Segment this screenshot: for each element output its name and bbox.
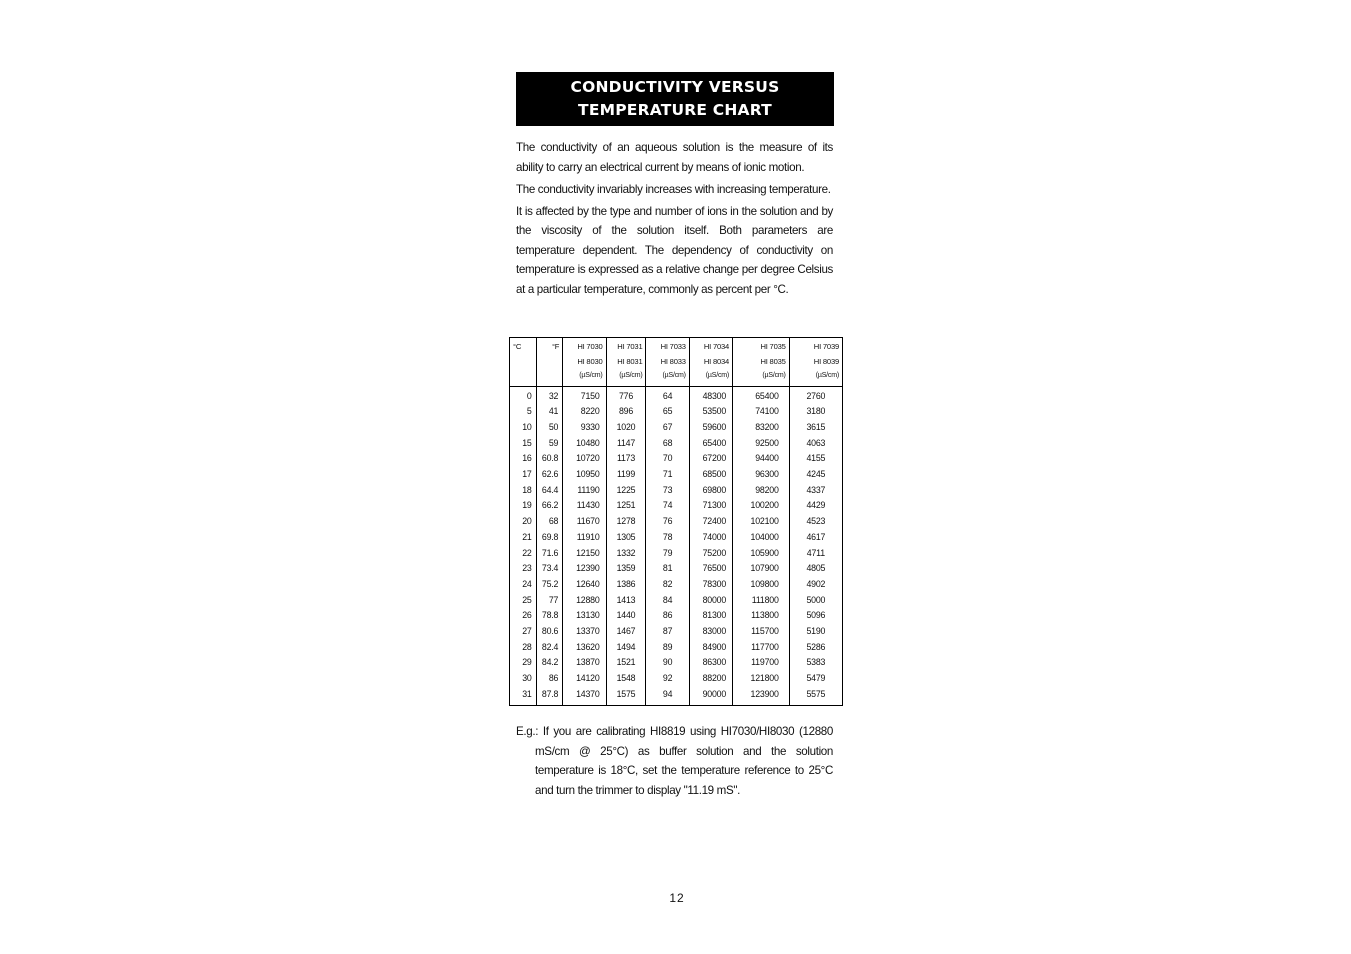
table-cell: 86: [536, 671, 563, 687]
table-cell: 65400: [733, 386, 790, 404]
table-row: [510, 593, 843, 609]
table-cell: 20: [522, 516, 532, 527]
table-cell: 69800: [689, 483, 732, 499]
table-cell: 32: [536, 386, 563, 404]
table-cell: 77: [536, 593, 563, 609]
table-cell: 81300: [689, 608, 732, 624]
column-header: [689, 338, 732, 387]
table-cell: 4617: [789, 530, 842, 546]
table-cell: 1494: [606, 640, 646, 656]
header-label: °C: [513, 342, 522, 351]
example-text: E.g.: If you are calibrating HI8819 using HI7030/HI8030 (12880 mS/cm @ 25°C) as buffer solution and the solution temperature is 18°C, set the temperature reference to 25°C and turn the trimmer to display "11.19 mS".: [516, 725, 833, 797]
table-cell: 79: [646, 546, 689, 562]
header-label: °F: [551, 342, 560, 351]
table-cell: 41: [536, 404, 563, 420]
table-row: [510, 640, 843, 656]
table-cell: 16: [522, 453, 532, 464]
table-cell: 94: [646, 687, 689, 705]
table-cell: 66.2: [536, 498, 563, 514]
table-cell: 5479: [789, 671, 842, 687]
table-cell: 83200: [733, 420, 790, 436]
table-cell: 78300: [689, 577, 732, 593]
table-cell: 71: [646, 467, 689, 483]
table-cell: 12390: [563, 561, 606, 577]
intro-text: [516, 138, 833, 302]
table-cell: 59: [536, 436, 563, 452]
table-cell: 86: [646, 608, 689, 624]
table-cell: 13370: [563, 624, 606, 640]
header-unit: (µS/cm): [619, 372, 643, 379]
table-cell: 81: [646, 561, 689, 577]
table-cell: 68500: [689, 467, 732, 483]
table-cell: 75200: [689, 546, 732, 562]
table-row: [510, 530, 843, 546]
table-row: [510, 546, 843, 562]
table-cell: 31: [522, 688, 532, 699]
header-label: HI 7039: [813, 342, 839, 351]
table-cell: 1359: [606, 561, 646, 577]
table-cell: 17: [522, 469, 532, 480]
table-cell: 76: [646, 514, 689, 530]
table-cell: 98200: [733, 483, 790, 499]
header-label: HI 7030: [577, 342, 603, 351]
header-label: HI 8030: [577, 356, 603, 366]
table-cell: 4155: [789, 451, 842, 467]
table-cell: 88200: [689, 671, 732, 687]
table-cell: 5575: [789, 687, 842, 705]
table-cell: 72400: [689, 514, 732, 530]
table-cell: 27: [522, 626, 532, 637]
table-cell: 776: [606, 386, 646, 404]
table-cell: 3180: [789, 404, 842, 420]
table-cell: 102100: [733, 514, 790, 530]
table-cell: 74: [646, 498, 689, 514]
table-cell: 11430: [563, 498, 606, 514]
table-cell: 30: [522, 673, 532, 684]
table-cell: 4523: [789, 514, 842, 530]
table-cell: 117700: [733, 640, 790, 656]
table-cell: 23: [522, 563, 532, 574]
table-cell: 11190: [563, 483, 606, 499]
table-cell: 14120: [563, 671, 606, 687]
table-cell: 92: [646, 671, 689, 687]
table-cell: 94400: [733, 451, 790, 467]
table-cell: 4902: [789, 577, 842, 593]
table-cell: 65: [646, 404, 689, 420]
table-row: [510, 608, 843, 624]
table-row: [510, 436, 843, 452]
table-cell: 105900: [733, 546, 790, 562]
table-cell: 13870: [563, 655, 606, 671]
table-row: [510, 687, 843, 705]
table-cell: 5: [526, 406, 532, 417]
table-cell: 1467: [606, 624, 646, 640]
header-label: HI 8039: [813, 356, 839, 366]
table-cell: 22: [522, 547, 532, 558]
column-header: [606, 338, 646, 387]
table-cell: 1521: [606, 655, 646, 671]
header-label: HI 8035: [760, 356, 786, 366]
table-cell: 10480: [563, 436, 606, 452]
table-cell: 11670: [563, 514, 606, 530]
column-header: [733, 338, 790, 387]
table-cell: 9330: [563, 420, 606, 436]
table-cell: 1199: [606, 467, 646, 483]
table-cell: 4429: [789, 498, 842, 514]
table-cell: 26: [522, 610, 532, 621]
table-cell: 48300: [689, 386, 732, 404]
table-row: [510, 451, 843, 467]
table-cell: 60.8: [536, 451, 563, 467]
table-cell: 71.6: [536, 546, 563, 562]
table-cell: 50: [536, 420, 563, 436]
table-cell: 59600: [689, 420, 732, 436]
table-cell: 13130: [563, 608, 606, 624]
table-cell: 64: [646, 386, 689, 404]
table-cell: 1020: [606, 420, 646, 436]
table-cell: 89: [646, 640, 689, 656]
table-cell: 78.8: [536, 608, 563, 624]
table-cell: 28: [522, 641, 532, 652]
table-cell: 107900: [733, 561, 790, 577]
header-label: HI 7034: [703, 342, 730, 351]
table-header-row: [510, 338, 843, 387]
intro-paragraph-3: It is affected by the type and number of ions in the solution and by the viscosity of the solution itself. Both parameters are temperature dependent. The dependency of conductivity on temperature is expressed as a relative change per degree Celsius at a particular temperature, commonly as percent per °C.: [516, 204, 833, 296]
header-unit: (µS/cm): [762, 372, 786, 379]
table-cell: 4063: [789, 436, 842, 452]
table-cell: 84.2: [536, 655, 563, 671]
table-cell: 25: [522, 594, 532, 605]
table-row: [510, 483, 843, 499]
table-cell: 4245: [789, 467, 842, 483]
table-cell: 5383: [789, 655, 842, 671]
table-cell: 68: [646, 436, 689, 452]
table-row: [510, 386, 843, 404]
header-label: HI 7033: [660, 342, 686, 351]
table-cell: 11910: [563, 530, 606, 546]
table-cell: 113800: [733, 608, 790, 624]
table-cell: 12880: [563, 593, 606, 609]
table-row: [510, 498, 843, 514]
table-cell: 78: [646, 530, 689, 546]
table-cell: 1548: [606, 671, 646, 687]
table-cell: 4805: [789, 561, 842, 577]
table-cell: 73.4: [536, 561, 563, 577]
table-row: [510, 561, 843, 577]
table-row: [510, 577, 843, 593]
header-unit: (µS/cm): [662, 372, 686, 379]
table-row: [510, 624, 843, 640]
table-cell: 76500: [689, 561, 732, 577]
table-cell: 1225: [606, 483, 646, 499]
table-cell: 82.4: [536, 640, 563, 656]
intro-paragraph-1: The conductivity of an aqueous solution is the measure of its ability to carry an electrical current by means of ionic motion.: [516, 141, 833, 174]
table-cell: 10720: [563, 451, 606, 467]
table-cell: 5286: [789, 640, 842, 656]
table-cell: 104000: [733, 530, 790, 546]
table-cell: 90: [646, 655, 689, 671]
table-row: [510, 467, 843, 483]
table-row: [510, 404, 843, 420]
chart-title-box: [516, 72, 834, 126]
table-row: [510, 514, 843, 530]
table-cell: 80000: [689, 593, 732, 609]
column-header: [789, 338, 842, 387]
table-cell: 19: [522, 500, 532, 511]
table-cell: 65400: [689, 436, 732, 452]
title-line-1: CONDUCTIVITY VERSUS: [570, 78, 780, 96]
table-cell: 53500: [689, 404, 732, 420]
table-cell: 84: [646, 593, 689, 609]
table-cell: 1251: [606, 498, 646, 514]
table-cell: 3615: [789, 420, 842, 436]
table-cell: 2760: [789, 386, 842, 404]
table-cell: 1278: [606, 514, 646, 530]
header-label: HI 8033: [660, 356, 686, 366]
table-cell: 1386: [606, 577, 646, 593]
table-cell: 96300: [733, 467, 790, 483]
header-label: HI 7031: [617, 342, 643, 351]
table-cell: 1173: [606, 451, 646, 467]
table-cell: 5000: [789, 593, 842, 609]
table-cell: 111800: [733, 593, 790, 609]
table-cell: 5190: [789, 624, 842, 640]
table-cell: 10950: [563, 467, 606, 483]
table-cell: 5096: [789, 608, 842, 624]
table-row: [510, 655, 843, 671]
table-cell: 83000: [689, 624, 732, 640]
table-cell: 74000: [689, 530, 732, 546]
table-cell: 10: [522, 421, 532, 432]
column-header: [510, 338, 537, 387]
table-cell: 18: [522, 484, 532, 495]
table-cell: 1332: [606, 546, 646, 562]
header-unit: (µS/cm): [705, 372, 730, 379]
table-cell: 1147: [606, 436, 646, 452]
table-cell: 80.6: [536, 624, 563, 640]
table-cell: 100200: [733, 498, 790, 514]
table-cell: 92500: [733, 436, 790, 452]
table-cell: 62.6: [536, 467, 563, 483]
table-cell: 4711: [789, 546, 842, 562]
table-cell: 21: [522, 531, 532, 542]
table-cell: 64.4: [536, 483, 563, 499]
table-cell: 24: [522, 578, 532, 589]
table-cell: 73: [646, 483, 689, 499]
table-cell: 68: [536, 514, 563, 530]
table-cell: 13620: [563, 640, 606, 656]
header-label: HI 8031: [617, 356, 643, 366]
table-cell: 74100: [733, 404, 790, 420]
table-cell: 109800: [733, 577, 790, 593]
table-row: [510, 671, 843, 687]
header-unit: (µS/cm): [815, 372, 839, 379]
table-cell: 70: [646, 451, 689, 467]
table-cell: 14370: [563, 687, 606, 705]
column-header: [563, 338, 606, 387]
table-cell: 15: [522, 437, 532, 448]
table-cell: 84900: [689, 640, 732, 656]
table-cell: 4337: [789, 483, 842, 499]
table-cell: 12150: [563, 546, 606, 562]
table-cell: 86300: [689, 655, 732, 671]
table-cell: 121800: [733, 671, 790, 687]
table-row: [510, 420, 843, 436]
table-cell: 119700: [733, 655, 790, 671]
table-cell: 0: [526, 390, 532, 401]
table-cell: 67200: [689, 451, 732, 467]
table-cell: 67: [646, 420, 689, 436]
table-cell: 75.2: [536, 577, 563, 593]
table-cell: 87: [646, 624, 689, 640]
table-cell: 1575: [606, 687, 646, 705]
table-cell: 82: [646, 577, 689, 593]
table-cell: 1305: [606, 530, 646, 546]
table-cell: 115700: [733, 624, 790, 640]
header-label: HI 7035: [760, 342, 786, 351]
table-cell: 29: [522, 657, 532, 668]
title-line-2: TEMPERATURE CHART: [578, 101, 772, 119]
table-cell: 7150: [563, 386, 606, 404]
table-cell: 12640: [563, 577, 606, 593]
column-header: [646, 338, 689, 387]
table-cell: 87.8: [536, 687, 563, 705]
table-body: [510, 386, 843, 705]
table-cell: 90000: [689, 687, 732, 705]
header-unit: (µS/cm): [579, 372, 603, 379]
conductivity-table: [509, 337, 843, 706]
table-cell: 69.8: [536, 530, 563, 546]
table-cell: 896: [606, 404, 646, 420]
table-cell: 8220: [563, 404, 606, 420]
intro-paragraph-2: The conductivity invariably increases with increasing temperature.: [516, 182, 831, 196]
page-number: 12: [669, 891, 685, 905]
column-header: [536, 338, 563, 387]
table-cell: 71300: [689, 498, 732, 514]
table-cell: 1440: [606, 608, 646, 624]
table-cell: 1413: [606, 593, 646, 609]
table-cell: 123900: [733, 687, 790, 705]
header-label: HI 8034: [703, 356, 730, 366]
